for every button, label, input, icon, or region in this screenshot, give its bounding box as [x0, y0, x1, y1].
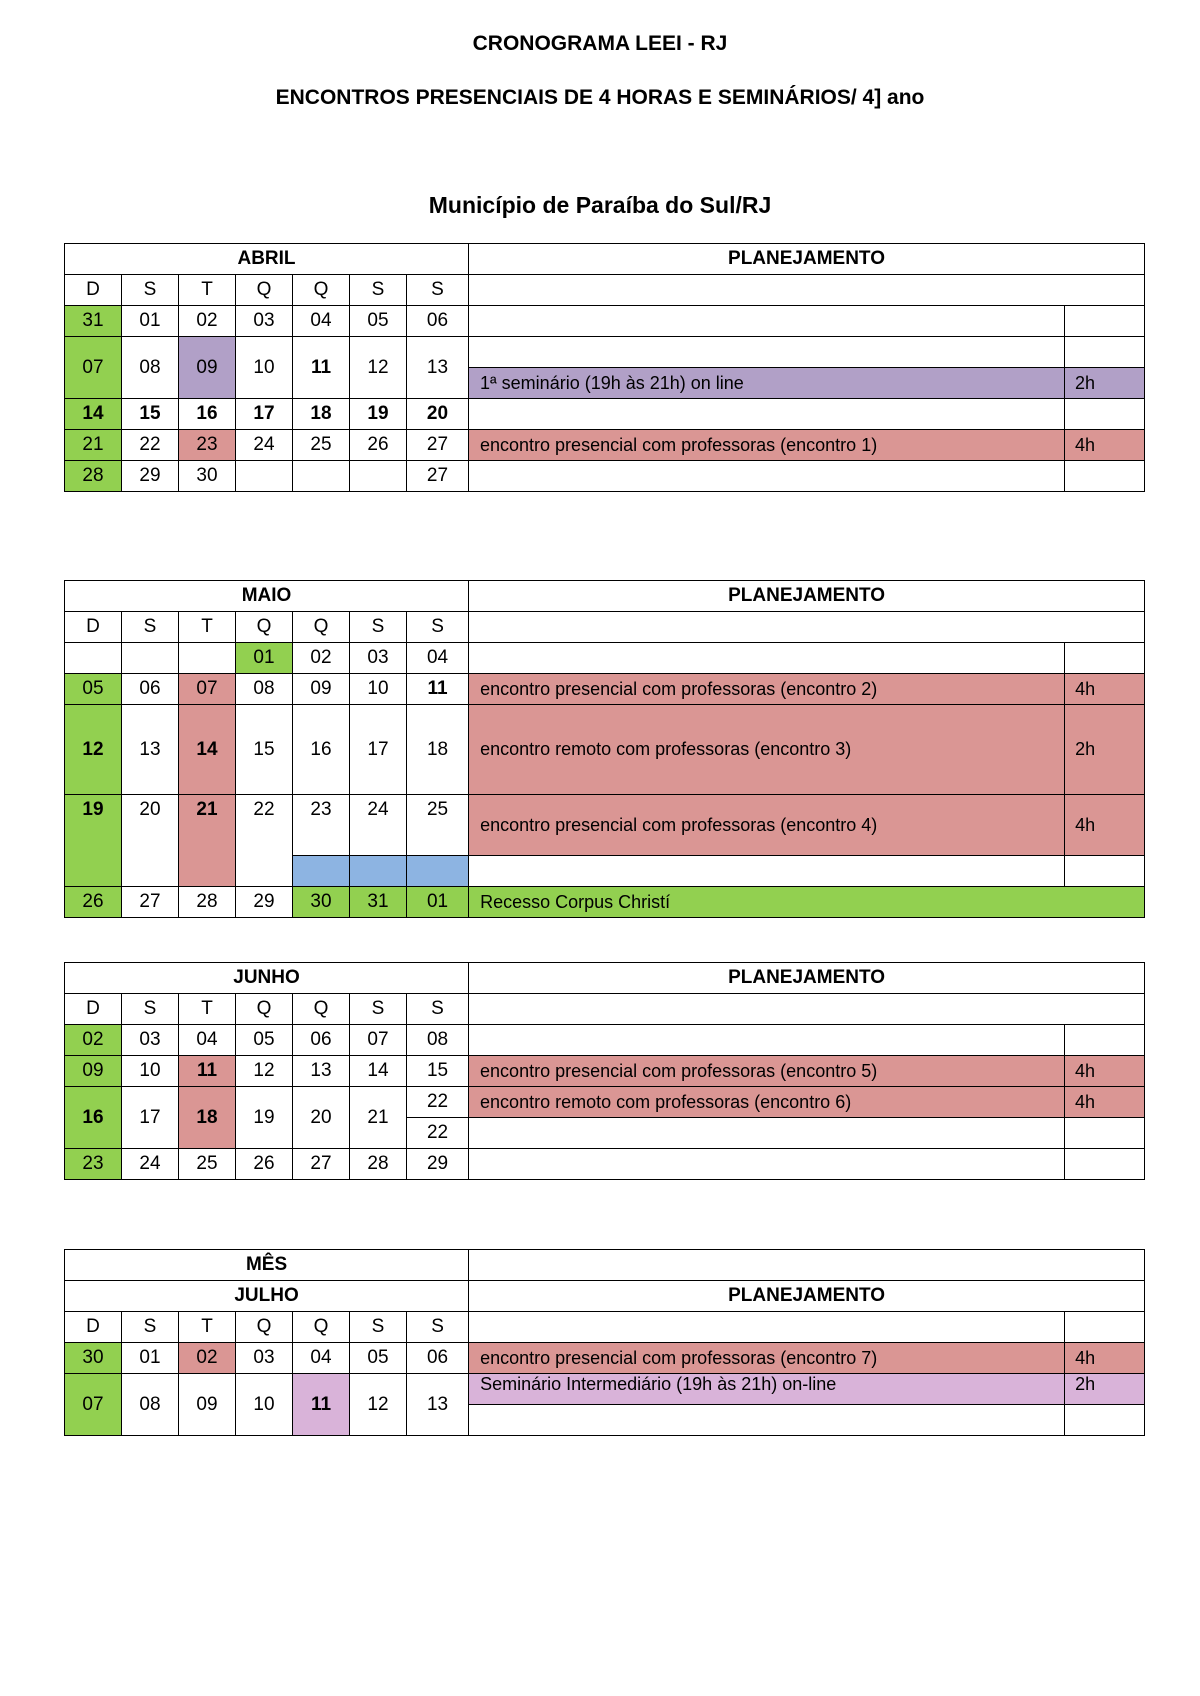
day-cell: 07 — [350, 1025, 407, 1056]
highlight-cell — [407, 856, 469, 887]
day-cell: 25 — [293, 430, 350, 461]
event-hours: 4h — [1065, 1056, 1145, 1087]
day-cell — [236, 461, 293, 492]
day-cell: 23 — [65, 1149, 122, 1180]
day-cell: 29 — [236, 887, 293, 918]
day-cell: 12 — [236, 1056, 293, 1087]
planning-empty — [469, 275, 1145, 306]
event-cell: encontro presencial com professoras (encontro 1) — [469, 430, 1065, 461]
event-cell: encontro presencial com professoras (encontro 4) — [469, 795, 1065, 856]
day-cell: 05 — [350, 1343, 407, 1374]
day-cell: 19 — [65, 795, 122, 887]
day-cell: 17 — [122, 1087, 179, 1149]
day-cell: 30 — [65, 1343, 122, 1374]
event-hours: 4h — [1065, 1343, 1145, 1374]
planning-cell — [469, 856, 1065, 887]
day-cell: 10 — [122, 1056, 179, 1087]
day-cell: 27 — [407, 430, 469, 461]
weekday-label: S — [122, 1312, 179, 1343]
highlight-cell — [350, 856, 407, 887]
day-cell: 09 — [65, 1056, 122, 1087]
day-cell: 08 — [122, 1374, 179, 1436]
weekday-label: D — [65, 275, 122, 306]
day-cell: 07 — [65, 1374, 122, 1436]
hours-cell — [1065, 1149, 1145, 1180]
weekday-label: S — [350, 612, 407, 643]
day-cell: 03 — [350, 643, 407, 674]
day-cell: 15 — [407, 1056, 469, 1087]
day-cell: 27 — [122, 887, 179, 918]
day-cell: 28 — [350, 1149, 407, 1180]
day-cell: 20 — [407, 399, 469, 430]
weekday-label: T — [179, 612, 236, 643]
day-cell: 28 — [65, 461, 122, 492]
day-cell: 04 — [293, 1343, 350, 1374]
day-cell: 22 — [407, 1087, 469, 1118]
weekday-label: S — [407, 275, 469, 306]
weekday-label: T — [179, 994, 236, 1025]
month-header: JULHO — [65, 1281, 469, 1312]
day-cell: 28 — [179, 887, 236, 918]
hours-cell — [1065, 1405, 1145, 1436]
weekday-label: S — [122, 994, 179, 1025]
event-hours: 4h — [1065, 430, 1145, 461]
june-schedule-table — [64, 962, 1145, 1180]
day-cell: 14 — [350, 1056, 407, 1087]
weekday-label: Q — [236, 612, 293, 643]
day-cell: 26 — [65, 887, 122, 918]
day-cell: 22 — [236, 795, 293, 887]
event-cell: Recesso Corpus Christí — [469, 887, 1145, 918]
day-cell: 23 — [179, 430, 236, 461]
day-cell: 11 — [407, 674, 469, 705]
day-cell: 31 — [65, 306, 122, 337]
day-cell: 22 — [407, 1118, 469, 1149]
planning-cell — [469, 1312, 1065, 1343]
weekday-label: D — [65, 1312, 122, 1343]
day-cell: 25 — [179, 1149, 236, 1180]
may-schedule-table — [64, 580, 1145, 918]
day-cell: 16 — [293, 705, 350, 795]
month-header: JUNHO — [65, 963, 469, 994]
day-cell: 23 — [293, 795, 350, 856]
document-subtitle: ENCONTROS PRESENCIAIS DE 4 HORAS E SEMINÁRIOS/ 4] ano — [275, 86, 925, 109]
day-cell: 27 — [293, 1149, 350, 1180]
day-cell: 01 — [407, 887, 469, 918]
planning-cell — [469, 1025, 1065, 1056]
day-cell: 16 — [65, 1087, 122, 1149]
day-cell: 06 — [407, 1343, 469, 1374]
day-cell: 09 — [179, 337, 236, 399]
day-cell: 29 — [122, 461, 179, 492]
event-cell: encontro presencial com professoras (encontro 5) — [469, 1056, 1065, 1087]
planning-header: PLANEJAMENTO — [469, 244, 1145, 275]
day-cell: 24 — [122, 1149, 179, 1180]
day-cell: 22 — [122, 430, 179, 461]
weekday-label: S — [350, 994, 407, 1025]
day-cell: 04 — [179, 1025, 236, 1056]
hours-cell — [1065, 461, 1145, 492]
day-cell: 05 — [65, 674, 122, 705]
weekday-label: T — [179, 1312, 236, 1343]
day-cell: 26 — [350, 430, 407, 461]
day-cell: 29 — [407, 1149, 469, 1180]
july-schedule-table — [64, 1249, 1145, 1436]
day-cell: 07 — [179, 674, 236, 705]
planning-empty — [469, 994, 1145, 1025]
event-hours: 4h — [1065, 795, 1145, 856]
event-cell: Seminário Intermediário (19h às 21h) on-line — [469, 1374, 1065, 1405]
event-hours: 4h — [1065, 1087, 1145, 1118]
day-cell — [350, 461, 407, 492]
day-cell: 21 — [65, 430, 122, 461]
hours-cell — [1065, 856, 1145, 887]
hours-cell — [1065, 306, 1145, 337]
weekday-label: D — [65, 994, 122, 1025]
municipality-title: Município de Paraíba do Sul/RJ — [428, 192, 772, 218]
day-cell: 21 — [350, 1087, 407, 1149]
day-cell: 02 — [179, 306, 236, 337]
weekday-label: D — [65, 612, 122, 643]
weekday-label: T — [179, 275, 236, 306]
day-cell: 04 — [293, 306, 350, 337]
planning-cell — [469, 643, 1065, 674]
day-cell: 13 — [407, 337, 469, 399]
day-cell: 11 — [293, 337, 350, 399]
day-cell: 08 — [407, 1025, 469, 1056]
hours-cell — [1065, 1312, 1145, 1343]
day-cell: 15 — [236, 705, 293, 795]
event-hours: 2h — [1065, 1374, 1145, 1405]
planning-cell — [469, 306, 1065, 337]
day-cell — [122, 643, 179, 674]
day-cell: 30 — [293, 887, 350, 918]
weekday-label: Q — [293, 1312, 350, 1343]
day-cell: 19 — [350, 399, 407, 430]
weekday-label: Q — [236, 1312, 293, 1343]
hours-cell — [1065, 1025, 1145, 1056]
day-cell: 24 — [350, 795, 407, 856]
hours-cell — [1065, 643, 1145, 674]
day-cell: 09 — [179, 1374, 236, 1436]
day-cell: 06 — [122, 674, 179, 705]
document-title: CRONOGRAMA LEEI - RJ — [472, 32, 728, 55]
event-cell: encontro remoto com professoras (encontro 6) — [469, 1087, 1065, 1118]
day-cell: 30 — [179, 461, 236, 492]
weekday-label: Q — [293, 612, 350, 643]
day-cell: 05 — [350, 306, 407, 337]
day-cell: 01 — [236, 643, 293, 674]
day-cell: 02 — [65, 1025, 122, 1056]
day-cell: 01 — [122, 306, 179, 337]
planning-cell — [469, 1149, 1065, 1180]
day-cell: 26 — [236, 1149, 293, 1180]
weekday-label: S — [350, 1312, 407, 1343]
day-cell: 08 — [236, 674, 293, 705]
day-cell — [179, 643, 236, 674]
day-cell: 05 — [236, 1025, 293, 1056]
day-cell: 21 — [179, 795, 236, 887]
planning-empty — [469, 612, 1145, 643]
day-cell: 20 — [293, 1087, 350, 1149]
weekday-label: S — [407, 612, 469, 643]
day-cell: 03 — [236, 1343, 293, 1374]
weekday-label: S — [407, 994, 469, 1025]
day-cell: 13 — [293, 1056, 350, 1087]
day-cell: 08 — [122, 337, 179, 399]
weekday-label: S — [122, 275, 179, 306]
event-hours: 2h — [1065, 368, 1145, 399]
weekday-label: Q — [293, 275, 350, 306]
day-cell: 10 — [350, 674, 407, 705]
day-cell: 02 — [293, 643, 350, 674]
hours-cell — [1065, 399, 1145, 430]
month-header: MAIO — [65, 581, 469, 612]
event-cell: encontro remoto com professoras (encontro 3) — [469, 705, 1065, 795]
event-hours: 2h — [1065, 705, 1145, 795]
day-cell: 11 — [179, 1056, 236, 1087]
day-cell: 11 — [293, 1374, 350, 1436]
event-cell: 1ª seminário (19h às 21h) on line — [469, 368, 1065, 399]
day-cell: 18 — [293, 399, 350, 430]
day-cell: 13 — [407, 1374, 469, 1436]
planning-cell — [469, 1405, 1065, 1436]
planning-header: PLANEJAMENTO — [469, 963, 1145, 994]
event-cell: encontro presencial com professoras (encontro 7) — [469, 1343, 1065, 1374]
day-cell: 10 — [236, 337, 293, 399]
day-cell: 25 — [407, 795, 469, 856]
day-cell: 15 — [122, 399, 179, 430]
day-cell: 13 — [122, 705, 179, 795]
event-cell: encontro presencial com professoras (encontro 2) — [469, 674, 1065, 705]
day-cell: 03 — [236, 306, 293, 337]
hours-cell — [1065, 337, 1145, 368]
day-cell: 14 — [65, 399, 122, 430]
day-cell: 12 — [350, 337, 407, 399]
day-cell: 06 — [293, 1025, 350, 1056]
weekday-label: Q — [236, 994, 293, 1025]
day-cell: 31 — [350, 887, 407, 918]
planning-cell — [469, 1118, 1065, 1149]
planning-cell — [469, 399, 1065, 430]
day-cell: 17 — [236, 399, 293, 430]
day-cell: 16 — [179, 399, 236, 430]
weekday-label: Q — [236, 275, 293, 306]
day-cell: 27 — [407, 461, 469, 492]
day-cell: 12 — [65, 705, 122, 795]
planning-empty — [469, 1250, 1145, 1281]
day-cell: 03 — [122, 1025, 179, 1056]
day-cell: 12 — [350, 1374, 407, 1436]
weekday-label: S — [407, 1312, 469, 1343]
day-cell: 02 — [179, 1343, 236, 1374]
day-cell: 20 — [122, 795, 179, 887]
period-header: MÊS — [65, 1250, 469, 1281]
planning-header: PLANEJAMENTO — [469, 581, 1145, 612]
event-hours: 4h — [1065, 674, 1145, 705]
month-header: ABRIL — [65, 244, 469, 275]
day-cell — [293, 461, 350, 492]
day-cell: 18 — [407, 705, 469, 795]
day-cell: 06 — [407, 306, 469, 337]
planning-header: PLANEJAMENTO — [469, 1281, 1145, 1312]
day-cell: 18 — [179, 1087, 236, 1149]
planning-cell — [469, 461, 1065, 492]
day-cell: 14 — [179, 705, 236, 795]
day-cell: 04 — [407, 643, 469, 674]
day-cell: 17 — [350, 705, 407, 795]
weekday-label: Q — [293, 994, 350, 1025]
weekday-label: S — [350, 275, 407, 306]
highlight-cell — [293, 856, 350, 887]
day-cell: 10 — [236, 1374, 293, 1436]
day-cell: 01 — [122, 1343, 179, 1374]
weekday-label: S — [122, 612, 179, 643]
planning-cell — [469, 337, 1065, 368]
day-cell: 07 — [65, 337, 122, 399]
day-cell: 24 — [236, 430, 293, 461]
day-cell: 19 — [236, 1087, 293, 1149]
day-cell: 09 — [293, 674, 350, 705]
hours-cell — [1065, 1118, 1145, 1149]
day-cell — [65, 643, 122, 674]
april-schedule-table — [64, 243, 1145, 492]
